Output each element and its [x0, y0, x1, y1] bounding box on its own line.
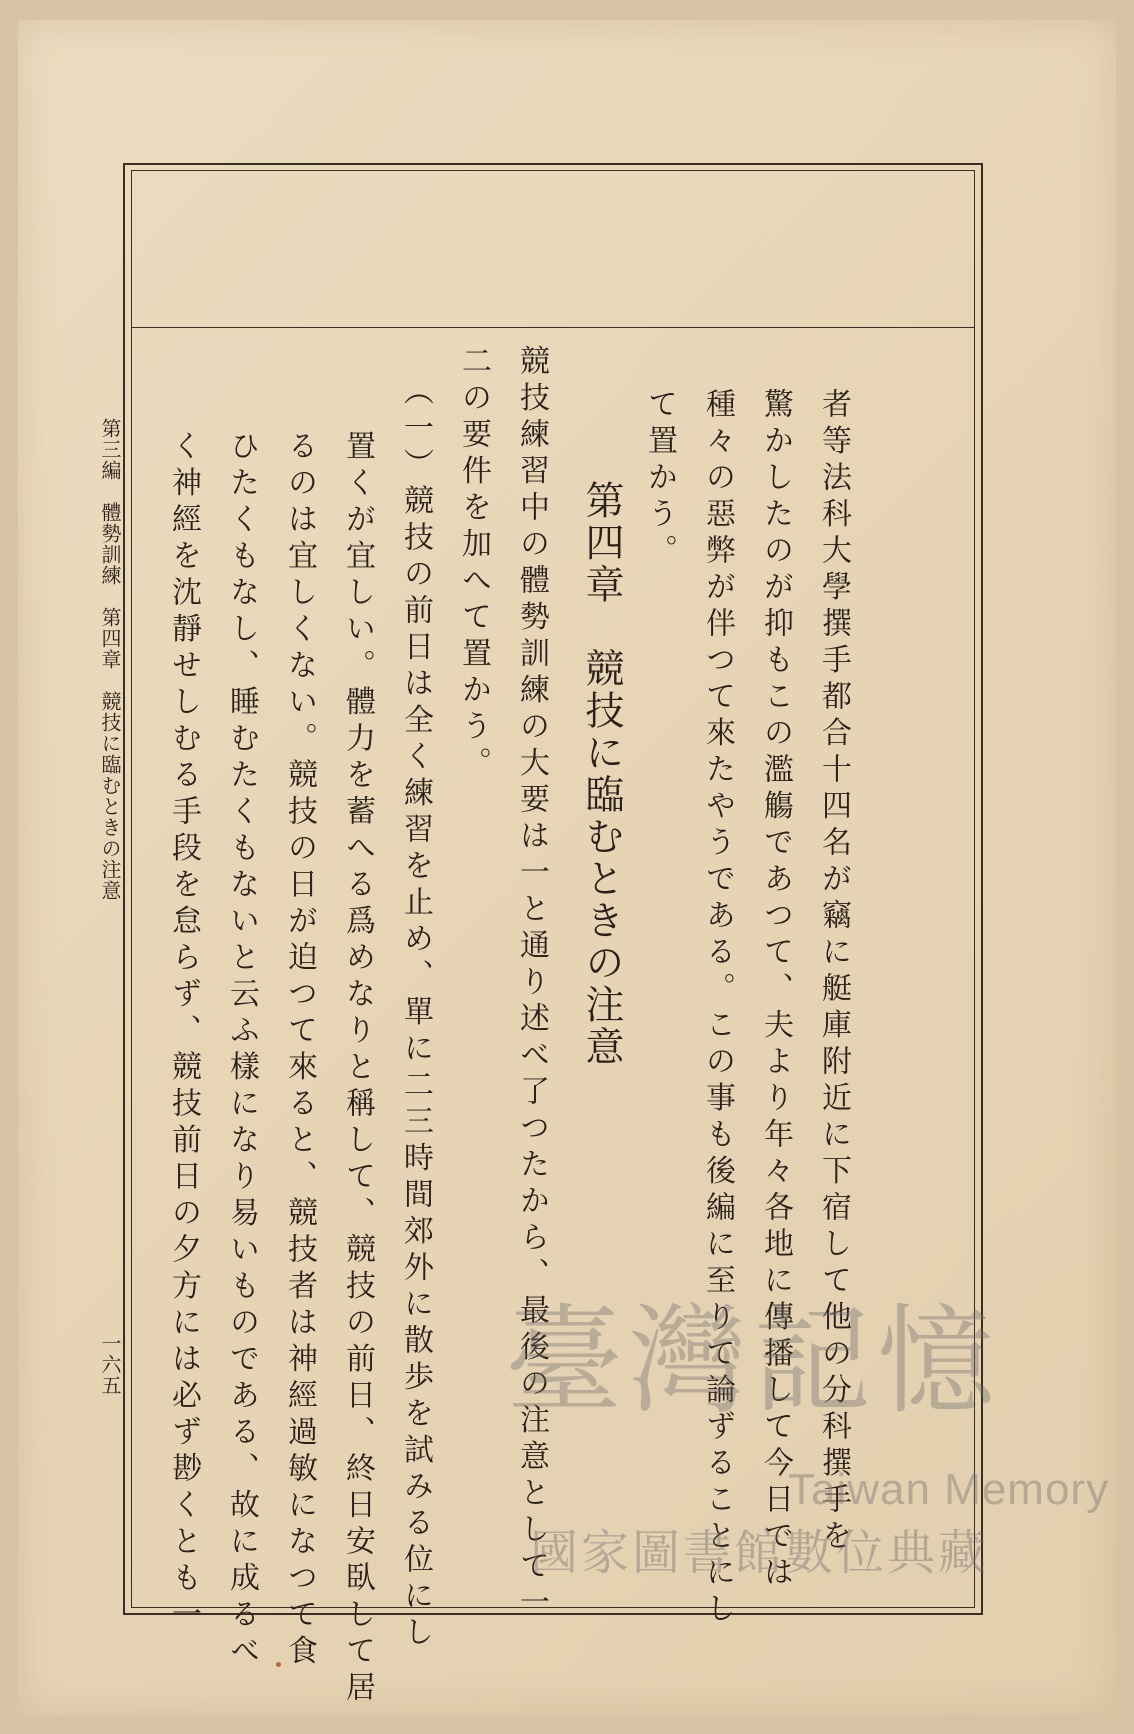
text-column-7: （一）競技の前日は全く練習を止め、單に二三時間郊外に散歩を試みる位にし — [398, 375, 433, 1653]
text-column-5: 競技練習中の體勢訓練の大要は一と通り述べ了つたから、最後の注意として一 — [514, 345, 549, 1623]
chapter-heading: 第四章 競技に臨むときの注意 — [579, 480, 624, 1068]
watermark-subtitle: 國家圖書館數位典藏 — [530, 1525, 990, 1581]
watermark-logo-text: 臺灣記憶 — [505, 1292, 1002, 1430]
paper-stain — [276, 1662, 281, 1667]
text-column-8: 置くが宜しい。體力を蓄へる爲めなりと稱して、競技の前日、終日安臥して居 — [340, 430, 375, 1708]
text-column-1: 者等法科大學撰手都合十四名が竊に艇庫附近に下宿して他の分科撰手を — [816, 388, 851, 1556]
text-column-2: 驚かしたのが抑もこの濫觴であつて、夫より年々各地に傳播して今日では — [758, 388, 793, 1593]
text-column-6: 二の要件を加へて置かう。 — [456, 345, 491, 783]
text-column-9: るのは宜しくない。競技の日が迫つて來ると、競技者は神經過敏になつて食 — [282, 430, 317, 1671]
header-rule — [131, 327, 975, 328]
running-head: 第三編 體勢訓練 第四章 競技に臨むときの注意 — [98, 418, 122, 901]
text-column-3: 種々の惡弊が伴つて來たやうである。この事も後編に至りて論ずることにし — [700, 388, 735, 1629]
page-number: 一六五 — [98, 1333, 122, 1396]
watermark-english: Taiwan Memory — [788, 1465, 1110, 1514]
text-column-4: て置かう。 — [642, 388, 677, 571]
text-column-11: く神經を沈靜せしむる手段を怠らず、競技前日の夕方には必ず尠くとも一 — [166, 430, 201, 1635]
text-column-10: ひたくもなし、睡むたくもないと云ふ樣になり易いものである、故に成るべ — [224, 430, 259, 1671]
